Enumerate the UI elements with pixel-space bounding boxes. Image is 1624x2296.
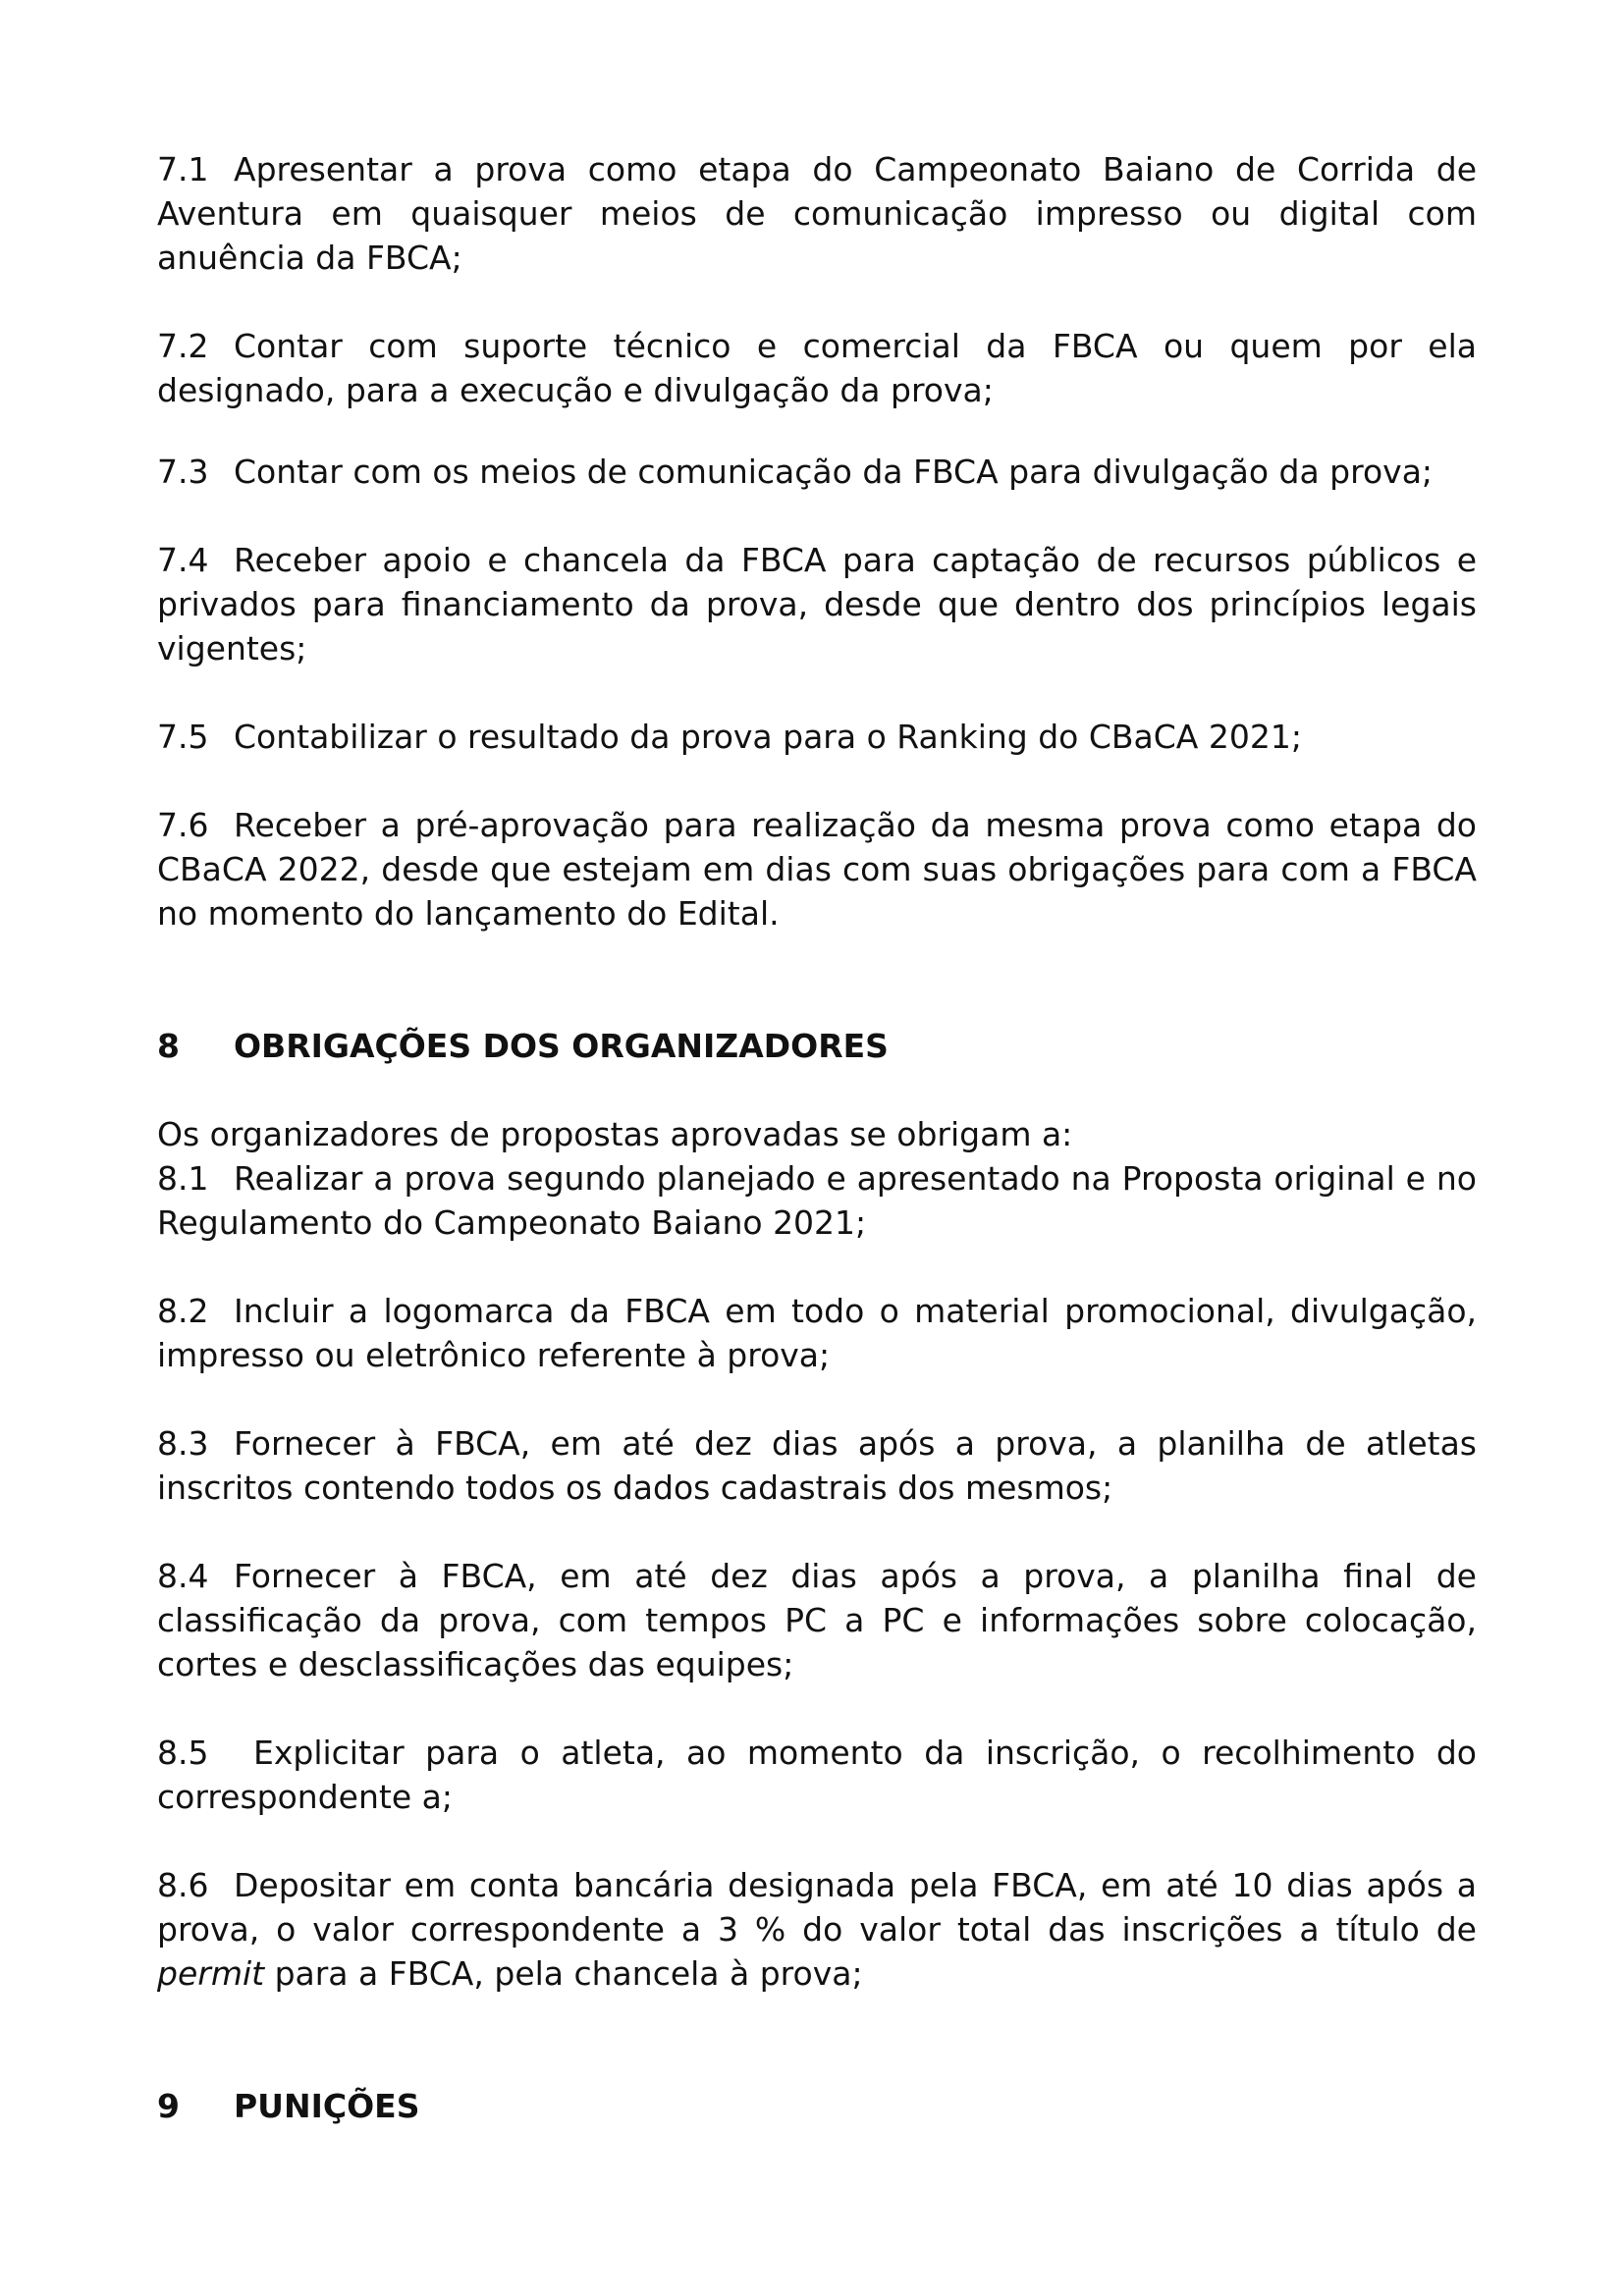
item-number: 8.1 [157, 1159, 209, 1198]
section-intro: Os organizadores de propostas aprovadas se obrigam a: [157, 1115, 1073, 1153]
item-7-2 [157, 324, 1477, 412]
section-number: 8 [157, 1027, 180, 1065]
item-number: 8.4 [157, 1557, 209, 1595]
document-page [157, 147, 1477, 2128]
item-number: 7.5 [157, 718, 209, 756]
item-8-4 [157, 1554, 1477, 1686]
item-8-1 [157, 1156, 1477, 1245]
item-text-italic: permit [157, 1954, 265, 1993]
item-text: Contar com os meios de comunicação da FBCA para divulgação da prova; [234, 453, 1434, 491]
item-number: 8.6 [157, 1866, 209, 1904]
item-text: Contabilizar o resultado da prova para o Ranking do CBaCA 2021; [234, 718, 1302, 756]
item-number: 7.3 [157, 453, 209, 491]
item-number: 7.4 [157, 541, 209, 579]
section-heading-9 [157, 2084, 1477, 2128]
item-number: 7.1 [157, 150, 209, 188]
item-number: 8.3 [157, 1424, 209, 1463]
item-text: Depositar em conta bancária designada pela FBCA, em até 10 dias após a prova, o valor correspondente a 3 % do valor total das inscrições a título de [157, 1866, 1477, 1949]
item-7-1 [157, 147, 1477, 280]
item-7-6 [157, 803, 1477, 935]
item-number: 8.2 [157, 1292, 209, 1330]
item-text: Apresentar a prova como etapa do Campeonato Baiano de Corrida de Aventura em quaisquer meios de comunicação impresso ou digital com anuência da FBCA; [157, 150, 1477, 277]
section-title: PUNIÇÕES [234, 2087, 420, 2125]
item-text: Fornecer à FBCA, em até dez dias após a prova, a planilha final de classificação da prova, com tempos PC a PC e informações sobre colocação, cortes e desclassificações das equipes; [157, 1557, 1477, 1683]
item-text: Contar com suporte técnico e comercial da FBCA ou quem por ela designado, para a execução e divulgação da prova; [157, 327, 1477, 409]
item-number: 8.5 [157, 1734, 209, 1772]
section-title: OBRIGAÇÕES DOS ORGANIZADORES [234, 1027, 889, 1065]
item-text: Receber apoio e chancela da FBCA para captação de recursos públicos e privados para financiamento da prova, desde que dentro dos princípios legais vigentes; [157, 541, 1477, 667]
item-text: para a FBCA, pela chancela à prova; [264, 1954, 863, 1993]
section-number: 9 [157, 2087, 180, 2125]
item-number: 7.2 [157, 327, 209, 365]
item-text: Explicitar para o atleta, ao momento da inscrição, o recolhimento do correspondente a; [157, 1734, 1477, 1816]
item-text: Fornecer à FBCA, em até dez dias após a prova, a planilha de atletas inscritos contendo todos os dados cadastrais dos mesmos; [157, 1424, 1477, 1507]
item-text: Incluir a logomarca da FBCA em todo o material promocional, divulgação, impresso ou eletrônico referente à prova; [157, 1292, 1477, 1374]
item-7-5 [157, 715, 1477, 759]
item-text: Receber a pré-aprovação para realização da mesma prova como etapa do CBaCA 2022, desde que estejam em dias com suas obrigações para com a FBCA no momento do lançamento do Edital. [157, 806, 1477, 933]
item-8-3 [157, 1421, 1477, 1510]
item-8-5 [157, 1731, 1477, 1819]
item-number: 7.6 [157, 806, 209, 844]
item-text: Realizar a prova segundo planejado e apresentado na Proposta original e no Regulamento do Campeonato Baiano 2021; [157, 1159, 1477, 1242]
item-7-4 [157, 538, 1477, 670]
section-heading-8 [157, 1024, 1477, 1068]
item-7-3 [157, 450, 1477, 494]
item-8-6 [157, 1863, 1477, 1996]
item-8-2 [157, 1289, 1477, 1377]
